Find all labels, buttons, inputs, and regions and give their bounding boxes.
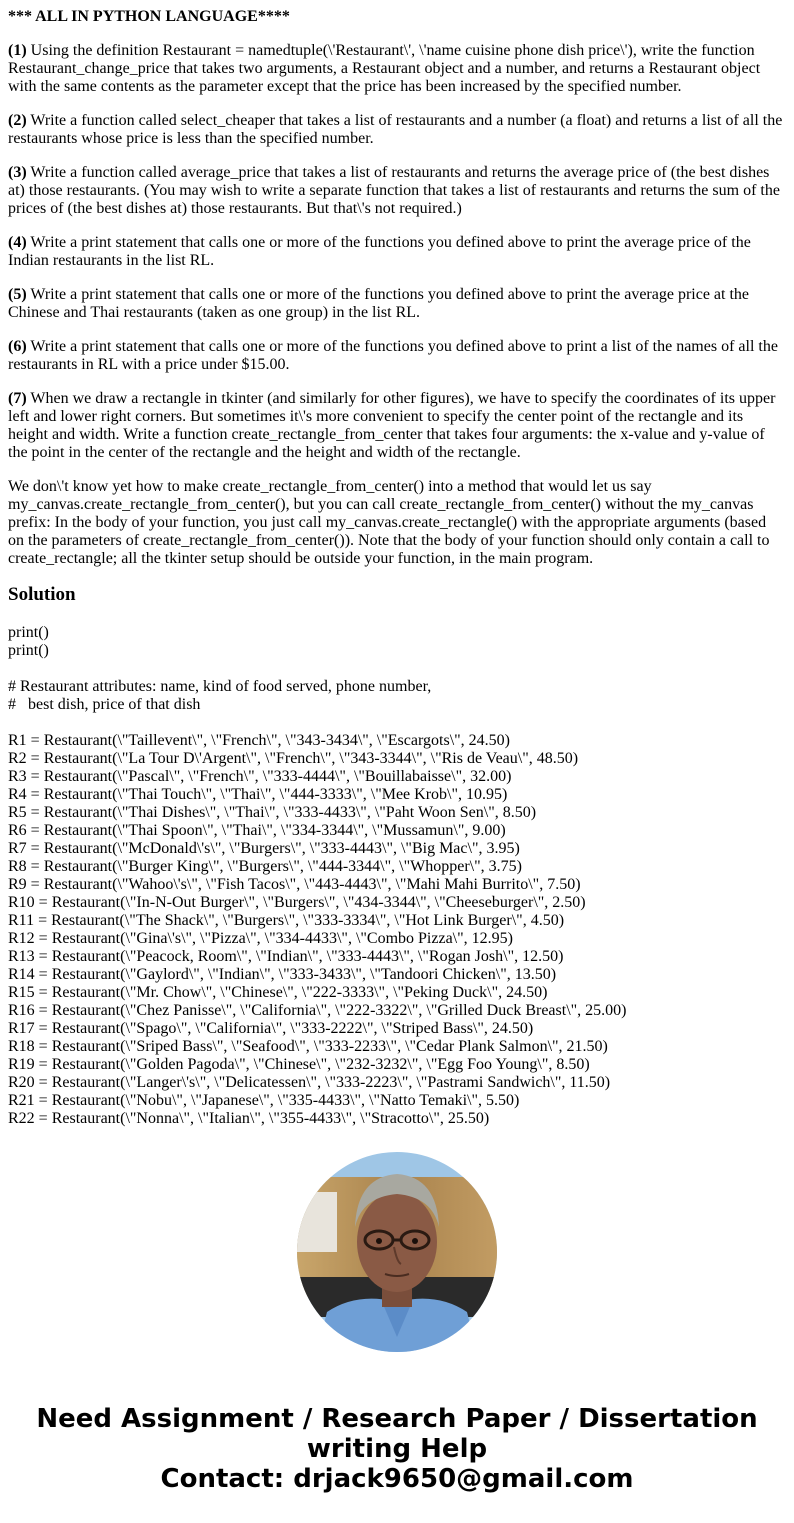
question-text: Using the definition Restaurant = namedtuple(\'Restaurant\', \'name cuisine phone dish price\'), write the function Restaurant_change_price that takes two arguments, a Restaurant object and a number, and returns a Restaurant object with the same contents as the parameter except that the price has been increased by the specified number.: [8, 42, 761, 95]
restaurant-definition: R10 = Restaurant(\"In-N-Out Burger\", \"Burgers\", \"434-3344\", \"Cheeseburger\", 2.50): [8, 894, 586, 911]
restaurant-definition: R18 = Restaurant(\"Sriped Bass\", \"Seafood\", \"333-2233\", \"Cedar Plank Salmon\", 21.50): [8, 1038, 608, 1055]
promo-line: Need Assignment / Research Paper / Dissertation: [36, 1404, 758, 1434]
restaurant-definition: R21 = Restaurant(\"Nobu\", \"Japanese\", \"335-4433\", \"Natto Temaki\", 5.50): [8, 1092, 520, 1109]
restaurant-definition: R15 = Restaurant(\"Mr. Chow\", \"Chinese\", \"222-3333\", \"Peking Duck\", 24.50): [8, 984, 548, 1001]
question-text: Write a print statement that calls one or more of the functions you defined above to print the average price at the Chinese and Thai restaurants (taken as one group) in the list RL.: [8, 286, 750, 321]
question-text: Write a function called average_price that takes a list of restaurants and returns the average price of (the best dishes at) those restaurants. (You may wish to write a separate function that takes a list of restaurants and returns the sum of the prices of (the best dishes at) those restaurants. But that\'s not required.): [8, 164, 780, 217]
question-2: [8, 112, 786, 148]
code-line: print(): [8, 624, 49, 641]
blank-line: [8, 660, 786, 678]
restaurant-definition: R12 = Restaurant(\"Gina\'s\", \"Pizza\", \"334-4433\", \"Combo Pizza\", 12.95): [8, 930, 513, 947]
question-number: (1): [8, 42, 27, 59]
question-4: [8, 234, 786, 270]
question-1: [8, 42, 786, 96]
restaurant-definition: R6 = Restaurant(\"Thai Spoon\", \"Thai\", \"334-3344\", \"Mussamun\", 9.00): [8, 822, 506, 839]
question-number: (7): [8, 390, 27, 407]
question-text: When we draw a rectangle in tkinter (and similarly for other figures), we have to specify the coordinates of its upper left and lower right corners. But sometimes it\'s more convenient to specify the center point of the rectangle and its height and width. Write a function create_rectangle_from_center that takes four arguments: the x-value and y-value of the point in the center of the rectangle and the height and width of the rectangle.: [8, 390, 776, 461]
restaurant-definition: R17 = Restaurant(\"Spago\", \"California\", \"333-2222\", \"Striped Bass\", 24.50): [8, 1020, 534, 1037]
code-line: print(): [8, 642, 49, 659]
promo-contact: Contact: drjack9650@gmail.com: [160, 1464, 634, 1494]
avatar: [297, 1152, 497, 1352]
restaurant-definition: R16 = Restaurant(\"Chez Panisse\", \"California\", \"222-3322\", \"Grilled Duck Breast\", 25.00): [8, 1002, 627, 1019]
restaurant-definition: R2 = Restaurant(\"La Tour D\'Argent\", \"French\", \"343-3344\", \"Ris de Veau\", 48.50): [8, 750, 579, 767]
restaurant-definition: R19 = Restaurant(\"Golden Pagoda\", \"Chinese\", \"232-3232\", \"Egg Foo Young\", 8.50): [8, 1056, 590, 1073]
restaurant-definition: R4 = Restaurant(\"Thai Touch\", \"Thai\", \"444-3333\", \"Mee Krob\", 10.95): [8, 786, 508, 803]
avatar-photo-icon: [297, 1152, 497, 1352]
restaurant-definition: R5 = Restaurant(\"Thai Dishes\", \"Thai\", \"333-4433\", \"Paht Woon Sen\", 8.50): [8, 804, 537, 821]
solution-title: Solution: [8, 584, 76, 605]
promo-banner: [0, 1404, 794, 1494]
restaurant-definition: R13 = Restaurant(\"Peacock, Room\", \"Indian\", \"333-4443\", \"Rogan Josh\", 12.50): [8, 948, 564, 965]
restaurant-definition: R8 = Restaurant(\"Burger King\", \"Burgers\", \"444-3344\", \"Whopper\", 3.75): [8, 858, 522, 875]
restaurant-definition: R14 = Restaurant(\"Gaylord\", \"Indian\", \"333-3433\", \"Tandoori Chicken\", 13.50): [8, 966, 557, 983]
question-number: (4): [8, 234, 27, 251]
question-5: [8, 286, 786, 322]
question-number: (5): [8, 286, 27, 303]
question-text: Write a print statement that calls one or more of the functions you defined above to print a list of the names of all the restaurants in RL with a price under $15.00.: [8, 338, 778, 373]
question-number: (3): [8, 164, 27, 181]
solution-code: [8, 624, 786, 1156]
question-text: Write a print statement that calls one or more of the functions you defined above to print the average price of the Indian restaurants in the list RL.: [8, 234, 751, 269]
question-text: Write a function called select_cheaper that takes a list of restaurants and a number (a float) and returns a list of all the restaurants whose price is less than the specified number.: [8, 112, 783, 147]
restaurant-definition: R7 = Restaurant(\"McDonald\'s\", \"Burgers\", \"333-4443\", \"Big Mac\", 3.95): [8, 840, 520, 857]
restaurant-definition: R11 = Restaurant(\"The Shack\", \"Burgers\", \"333-3334\", \"Hot Link Burger\", 4.50): [8, 912, 565, 929]
blank-line: [8, 714, 786, 732]
restaurant-definition: R9 = Restaurant(\"Wahoo\'s\", \"Fish Tacos\", \"443-4443\", \"Mahi Mahi Burrito\", 7.50): [8, 876, 581, 893]
restaurant-definition: R20 = Restaurant(\"Langer\'s\", \"Delicatessen\", \"333-2223\", \"Pastrami Sandwich\", 11.50): [8, 1074, 611, 1091]
note-paragraph: We don\'t know yet how to make create_rectangle_from_center() into a method that would let us say my_canvas.create_rectangle_from_center(), but you can call create_rectangle_from_center() without the my_canvas prefix: In the body of your function, you just call my_canvas.create_rectangle() with the appropriate arguments (based on the parameters of create_rectangle_from_center()). Note that the body of your function should only contain a call to create_rectangle; all the tkinter setup should be outside your function, in the main program.: [8, 478, 770, 567]
code-comment: # best dish, price of that dish: [8, 696, 201, 713]
assignment-heading: *** ALL IN PYTHON LANGUAGE****: [8, 8, 290, 25]
document-body: [8, 8, 786, 1156]
restaurant-definition: R3 = Restaurant(\"Pascal\", \"French\", \"333-4444\", \"Bouillabaisse\", 32.00): [8, 768, 512, 785]
promo-line: writing Help: [306, 1434, 488, 1464]
restaurant-definition: R1 = Restaurant(\"Taillevent\", \"French\", \"343-3434\", \"Escargots\", 24.50): [8, 732, 510, 749]
restaurant-definition: R22 = Restaurant(\"Nonna\", \"Italian\", \"355-4433\", \"Stracotto\", 25.50): [8, 1110, 490, 1127]
question-3: [8, 164, 786, 218]
question-7: [8, 390, 786, 462]
question-number: (6): [8, 338, 27, 355]
code-comment: # Restaurant attributes: name, kind of food served, phone number,: [8, 678, 432, 695]
question-6: [8, 338, 786, 374]
question-number: (2): [8, 112, 27, 129]
